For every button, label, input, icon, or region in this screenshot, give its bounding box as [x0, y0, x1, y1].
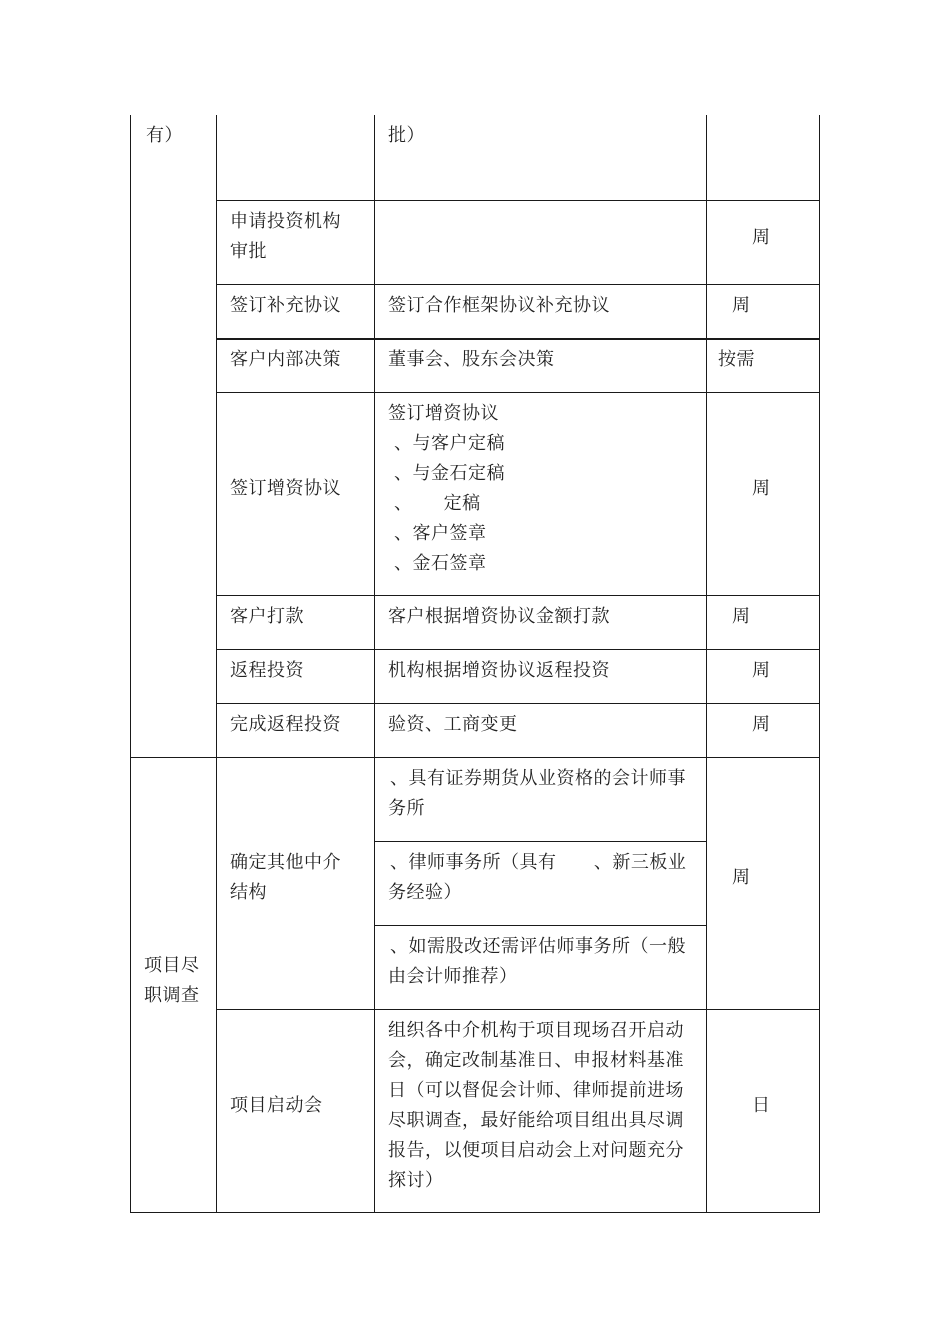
frequency-cell: 周 — [732, 295, 751, 316]
frequency-cell: 周 — [752, 227, 771, 248]
step-cell: 申请投资机构 — [230, 211, 341, 232]
section-line — [130, 757, 820, 758]
row-line-thick — [216, 338, 820, 340]
step-cell: 结构 — [230, 882, 267, 903]
content-line: 报告，以便项目启动会上对问题充分 — [388, 1140, 684, 1161]
content-cell: 董事会、股东会决策 — [388, 349, 555, 370]
step-cell: 客户内部决策 — [230, 349, 341, 370]
content-line: 由会计师推荐） — [388, 966, 518, 987]
sub-row-line — [374, 925, 707, 926]
table-divider-content — [706, 115, 707, 1213]
content-line: 、与客户定稿 — [394, 433, 505, 454]
content-line: 组织各中介机构于项目现场召开启动 — [388, 1020, 684, 1041]
table-border-left — [130, 115, 131, 1213]
step-cell: 确定其他中介 — [230, 852, 341, 873]
content-line: 、如需股改还需评估师事务所（一般 — [390, 936, 686, 957]
row-line — [216, 284, 820, 285]
frequency-cell: 日 — [752, 1095, 771, 1116]
step-cell: 签订增资协议 — [230, 478, 341, 499]
row-line — [216, 200, 820, 201]
table-divider-stage — [216, 115, 217, 1213]
step-cell: 返程投资 — [230, 660, 304, 681]
content-line: 探讨） — [388, 1170, 444, 1191]
stage-cell: 有） — [146, 125, 183, 146]
content-line: 日（可以督促会计师、律师提前进场 — [388, 1080, 684, 1101]
step-cell: 签订补充协议 — [230, 295, 341, 316]
content-cell: 客户根据增资协议金额打款 — [388, 606, 610, 627]
content-line: 、与金石定稿 — [394, 463, 505, 484]
frequency-cell: 周 — [752, 478, 771, 499]
content-line: 务经验） — [388, 882, 462, 903]
table-divider-step — [374, 115, 375, 1213]
content-line: 、 定稿 — [394, 493, 481, 514]
content-line: 、具有证券期货从业资格的会计师事 — [390, 768, 686, 789]
stage-cell: 职调查 — [144, 985, 200, 1006]
table-border-bottom — [130, 1212, 820, 1213]
content-line: 签订增资协议 — [388, 403, 499, 424]
content-line: 务所 — [388, 798, 425, 819]
content-line: 、客户签章 — [394, 523, 487, 544]
row-line — [216, 1009, 820, 1010]
frequency-cell: 周 — [752, 714, 771, 735]
frequency-cell: 按需 — [718, 349, 755, 370]
table-border-right — [819, 115, 820, 1213]
stage-cell: 项目尽 — [144, 955, 200, 976]
content-cell: 签订合作框架协议补充协议 — [388, 295, 610, 316]
frequency-cell: 周 — [732, 606, 751, 627]
content-cell: 验资、工商变更 — [388, 714, 518, 735]
row-line — [216, 703, 820, 704]
step-cell: 项目启动会 — [230, 1095, 323, 1116]
content-cell: 机构根据增资协议返程投资 — [388, 660, 610, 681]
frequency-cell: 周 — [732, 867, 751, 888]
step-cell: 客户打款 — [230, 606, 304, 627]
row-line — [216, 595, 820, 596]
step-cell: 完成返程投资 — [230, 714, 341, 735]
row-line — [216, 649, 820, 650]
step-cell: 审批 — [230, 241, 267, 262]
content-line: 、金石签章 — [394, 553, 487, 574]
content-line: 尽职调查，最好能给项目组出具尽调 — [388, 1110, 684, 1131]
content-line: 、律师事务所（具有 、新三板业 — [390, 852, 687, 873]
content-cell: 批） — [388, 125, 425, 146]
row-line — [216, 392, 820, 393]
frequency-cell: 周 — [752, 660, 771, 681]
sub-row-line — [374, 841, 707, 842]
content-line: 会，确定改制基准日、申报材料基准 — [388, 1050, 684, 1071]
